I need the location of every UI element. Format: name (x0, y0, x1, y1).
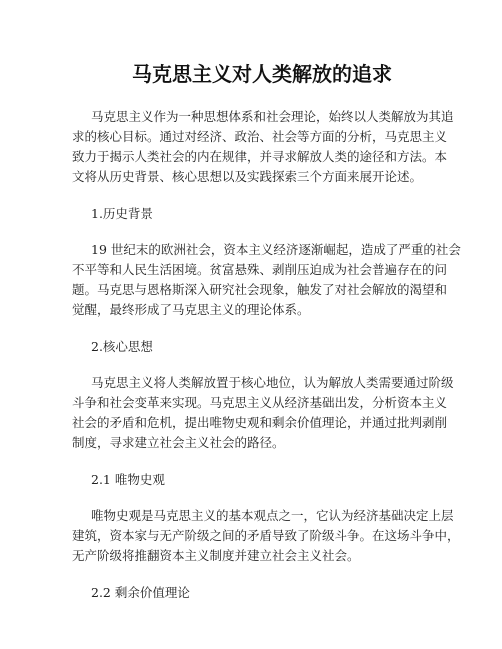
section-heading-surplus-value: 2.2 剩余价值理论 (91, 585, 190, 600)
section-paragraph-core-ideas (72, 373, 500, 453)
intro-line: 求的核心目标。通过对经济、政治、社会等方面的分析，马克思主义 (72, 129, 448, 144)
intro-line: 马克思主义作为一种思想体系和社会理论，始终以人类解放为其追 (91, 109, 454, 124)
intro-line: 文将从历史背景、核心思想以及实践探索三个方面来展开论述。 (72, 169, 423, 184)
paragraph-line: 无产阶级将推翻资本主义制度并建立社会主义社会。 (72, 548, 360, 563)
paragraph-line: 题。马克思与恩格斯深入研究社会现象，触发了对社会解放的渴望和 (72, 282, 448, 297)
paragraph-line: 建筑，资本家与无产阶级之间的矛盾导致了阶级斗争。在这场斗争中， (72, 528, 460, 543)
paragraph-line: 唯物史观是马克思主义的基本观点之一，它认为经济基础决定上层 (91, 508, 454, 523)
section-heading-historical-materialism: 2.1 唯物史观 (91, 472, 165, 487)
paragraph-line: 制度，寻求建立社会主义社会的路径。 (72, 435, 285, 450)
section-paragraph-history (72, 240, 500, 320)
paragraph-line: 觉醒，最终形成了马克思主义的理论体系。 (72, 302, 310, 317)
section-heading-history: 1.历史背景 (91, 206, 153, 221)
paragraph-line: 19 世纪末的欧洲社会，资本主义经济逐渐崛起，造成了严重的社会 (91, 242, 461, 257)
intro-line: 致力于揭示人类社会的内在规律，并寻求解放人类的途径和方法。本 (72, 149, 448, 164)
paragraph-line: 斗争和社会变革来实现。马克思主义从经济基础出发，分析资本主义 (72, 395, 448, 410)
paragraph-line: 社会的矛盾和危机，提出唯物史观和剩余价值理论，并通过批判剥削 (72, 415, 448, 430)
paragraph-line: 不平等和人民生活困境。贫富悬殊、剥削压迫成为社会普遍存在的问 (72, 262, 448, 277)
paragraph-line: 马克思主义将人类解放置于核心地位，认为解放人类需要通过阶级 (91, 375, 454, 390)
intro-paragraph (72, 107, 500, 187)
section-heading-core-ideas: 2.核心思想 (91, 339, 153, 354)
document-title: 马克思主义对人类解放的追求 (132, 62, 392, 86)
section-paragraph-historical-materialism (72, 506, 500, 566)
